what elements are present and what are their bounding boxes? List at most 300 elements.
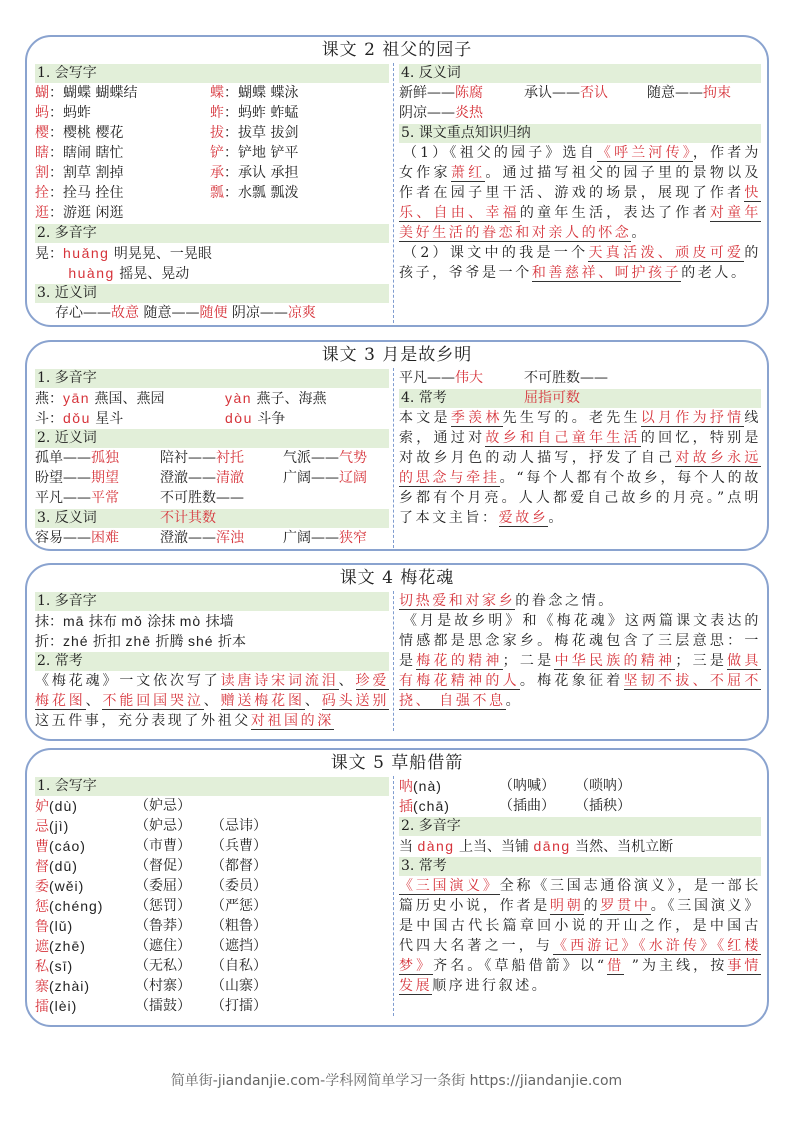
- word-cell: [499, 776, 575, 797]
- text-run: ”为主线，按: [624, 958, 728, 974]
- text-run: ：游逛 闲逛: [49, 205, 124, 221]
- text-run: 折：: [35, 634, 63, 650]
- text-run: 澄澈——: [160, 470, 216, 486]
- text-run: （呐喊）: [499, 778, 555, 794]
- text-run: （无私）: [135, 958, 191, 974]
- key-point: 萧红: [450, 165, 486, 181]
- text-run: ：拴马 拴住: [49, 185, 124, 201]
- highlight-text: 故意: [111, 305, 139, 321]
- key-point: 读唐诗宋词流泪: [220, 673, 339, 689]
- text-run: 斗争: [252, 411, 286, 427]
- text-run: ：蚂蚱 蚱蜢: [224, 105, 299, 121]
- text-run: （打擂）: [211, 998, 267, 1014]
- word-cell: [160, 528, 283, 548]
- text-run: （惩罚）: [135, 898, 191, 914]
- word-cell: [399, 776, 499, 797]
- paragraph: [399, 408, 761, 528]
- highlight-text: 拔: [210, 125, 224, 141]
- text-run: 的孩子，爷爷是一个: [399, 245, 761, 281]
- highlight-text: 瓢: [210, 185, 224, 201]
- left-column: [35, 63, 393, 323]
- key-point: 做具有梅花精神的人: [399, 653, 762, 689]
- highlight-text: 期望: [91, 470, 119, 486]
- word-cell: [283, 468, 389, 488]
- word-cell: [210, 83, 389, 103]
- key-point: 和善慈祥、呵护孩子: [531, 265, 682, 281]
- word-row: [35, 796, 389, 816]
- word-cell: [225, 388, 389, 409]
- word-cell: [160, 468, 283, 488]
- pinyin: mā: [63, 613, 85, 629]
- word-row: [35, 388, 389, 408]
- word-cell: [399, 796, 499, 817]
- highlight-text: 随便: [199, 305, 228, 321]
- word-cell: [283, 528, 389, 548]
- section-header: 5. 课文重点知识归纳: [399, 124, 761, 143]
- text-run: ：拔草 拔剑: [224, 125, 299, 141]
- text-run: 气派——: [283, 450, 339, 466]
- highlight-text: 狭窄: [339, 530, 367, 546]
- pinyin: (zhē): [49, 938, 86, 954]
- highlight-text: 曹: [35, 839, 49, 855]
- word-cell: [35, 448, 160, 468]
- word-cell: [211, 996, 389, 1017]
- word-cell: [211, 816, 389, 837]
- word-cell: [211, 836, 389, 857]
- key-point: 对故乡永远的思念与牵挂: [399, 450, 761, 486]
- text-run: 线索，通过对: [399, 410, 761, 446]
- section-header: 2. 常考: [35, 652, 389, 671]
- text-run: 全称《三国志通俗演义》，是一部长篇历史小说，作者是: [399, 878, 761, 914]
- word-cell: [160, 488, 283, 528]
- text-run: （市曹）: [135, 838, 191, 854]
- key-point: 不能回国哭泣: [102, 693, 204, 709]
- word-row: [35, 936, 389, 956]
- word-row: [35, 143, 389, 163]
- highlight-text: 督: [35, 859, 49, 875]
- pinyin: (zhài): [49, 978, 91, 994]
- word-cell: [575, 796, 761, 817]
- pinyin: (chā): [413, 798, 450, 814]
- section-header: 2. 多音字: [35, 224, 389, 243]
- highlight-text: 瞎: [35, 145, 49, 161]
- text-run: ：蝴蝶 蝶泳: [224, 85, 299, 101]
- text-run: 燕国、燕园: [90, 391, 165, 407]
- text-run: （委员）: [211, 878, 267, 894]
- text-run: 抹墙: [201, 614, 234, 630]
- text-run: ；三是: [675, 653, 728, 669]
- text-run: ：瞎闹 瞎忙: [49, 145, 124, 161]
- text-run: 、: [85, 693, 103, 709]
- section-header: 3. 常考: [399, 857, 761, 876]
- word-cell: [647, 83, 761, 103]
- text-run: 晃：: [35, 246, 63, 262]
- paragraph: [399, 611, 761, 711]
- highlight-text: 樱: [35, 125, 49, 141]
- text-run: ：铲地 铲平: [224, 145, 299, 161]
- highlight-text: 伟大: [455, 370, 483, 386]
- highlight-text: 否认: [580, 85, 608, 101]
- word-cell: [135, 976, 211, 997]
- text-run: （粗鲁）: [211, 918, 267, 934]
- key-point: 借: [606, 958, 625, 974]
- highlight-text: 蝴: [35, 85, 49, 101]
- text-run: 。通过描写祖父的园子里的景物以及作者在园子里干活、游戏的场景，展现了作者: [399, 165, 761, 201]
- text-run: ：蚂蚱: [49, 105, 91, 121]
- highlight-text: 逛: [35, 205, 49, 221]
- highlight-text: 寨: [35, 979, 49, 995]
- word-row: [35, 123, 389, 143]
- word-cell: [135, 876, 211, 897]
- highlight-text: 擂: [35, 999, 49, 1015]
- pinyin: (nà): [413, 778, 442, 794]
- lesson-title: 课文 2 祖父的园子: [321, 40, 473, 60]
- pinyin: (dū): [49, 858, 78, 874]
- text-run: （插曲）: [499, 798, 555, 814]
- key-point: 快乐、自由、幸福: [399, 185, 761, 221]
- text-run: 孤单——: [35, 450, 91, 466]
- text-run: 新鲜——: [399, 85, 455, 101]
- text-run: （都督）: [211, 858, 267, 874]
- text-run: （插秧）: [575, 798, 631, 814]
- word-cell: [35, 796, 135, 817]
- text-run: （兵曹）: [211, 838, 267, 854]
- text-run: 折扣: [88, 634, 126, 650]
- word-cell: [135, 816, 211, 837]
- text-run: 的回忆，特别是对故乡月色的动人描写，抒发了自己: [399, 430, 762, 466]
- footer-watermark: 简单街-jiandanjie.com-学科网简单学习一条街 https://jiandanjie.com: [170, 1073, 623, 1089]
- text-run: 、: [203, 693, 221, 709]
- text-run: ，作者为女作家: [399, 145, 762, 181]
- text-run: 的: [583, 898, 601, 914]
- pinyin: (wěi): [49, 878, 85, 894]
- word-cell: [210, 183, 389, 203]
- key-point: 明朝: [550, 898, 584, 914]
- text-line: [35, 631, 389, 651]
- highlight-text: 浑浊: [216, 530, 244, 546]
- text-run: 《月是故乡明》和《梅花魂》这两篇课文表达的情感都是思念家乡。梅花魂包含了三层意思：一是: [399, 613, 761, 669]
- highlight-text: 承: [210, 165, 224, 181]
- left-column: [35, 776, 393, 1016]
- text-run: 、: [338, 673, 356, 689]
- highlight-text: 不计其数: [160, 510, 216, 526]
- word-cell: [135, 916, 211, 937]
- section-header: 3. 近义词: [35, 284, 389, 303]
- word-cell: [35, 996, 135, 1017]
- text-run: （遮挡）: [211, 938, 267, 954]
- right-column: [393, 368, 761, 548]
- text-run: ：承认 承担: [224, 165, 299, 181]
- word-row: [35, 203, 389, 223]
- highlight-text: 惩: [35, 899, 49, 915]
- text-run: （鲁莽）: [135, 918, 191, 934]
- text-run: 当: [399, 839, 418, 855]
- lesson-title: 课文 3 月是故乡明: [321, 345, 473, 365]
- word-row: [35, 528, 389, 548]
- text-run: （忌讳）: [211, 818, 267, 834]
- word-row: [35, 976, 389, 996]
- pinyin: mò: [179, 613, 202, 629]
- pinyin: mǒ: [121, 613, 143, 629]
- pinyin: dàng: [417, 838, 455, 854]
- text-run: （妒忌）: [135, 818, 191, 834]
- word-cell: [135, 896, 211, 917]
- word-cell: [35, 123, 210, 143]
- highlight-text: 蚂: [35, 105, 49, 121]
- highlight-text: 鲁: [35, 919, 49, 935]
- text-run: 顺序进行叙述。: [432, 978, 549, 994]
- word-cell: [399, 83, 524, 103]
- word-cell: [35, 976, 135, 997]
- word-row: [399, 83, 761, 103]
- text-line: [35, 263, 389, 283]
- word-cell: [35, 896, 135, 917]
- word-cell: [210, 143, 389, 163]
- text-run: 这五件事，充分表现了外祖父: [35, 713, 251, 729]
- pinyin: (dù): [49, 798, 78, 814]
- highlight-text: 插: [399, 799, 413, 815]
- text-run: （督促）: [135, 858, 191, 874]
- key-point: 中华民族的精神: [554, 653, 676, 669]
- word-cell: [35, 408, 225, 429]
- pinyin: dòu: [225, 410, 253, 426]
- text-run: （遮住）: [135, 938, 191, 954]
- text-run: （唢呐）: [575, 778, 631, 794]
- lesson-title: 课文 5 草船借箭: [330, 753, 464, 773]
- section-header: 1. 会写字: [35, 64, 389, 83]
- word-cell: [35, 83, 210, 103]
- word-cell: [210, 103, 389, 123]
- section-header: 2. 近义词: [35, 429, 389, 448]
- text-run: 容易——: [35, 530, 91, 546]
- text-run: 广阔——: [283, 530, 339, 546]
- text-run: 平凡——: [35, 490, 91, 506]
- word-cell: [135, 956, 211, 977]
- key-point: 《三国演义》: [399, 878, 500, 894]
- pinyin: zhé: [63, 633, 89, 649]
- word-cell: [160, 448, 283, 468]
- section-header: 1. 多音字: [35, 592, 389, 611]
- pinyin: yān: [63, 390, 91, 406]
- lesson-columns: [27, 591, 767, 731]
- text-line: [35, 611, 389, 631]
- highlight-text: 蚱: [210, 105, 224, 121]
- key-point: 以月作为抒情: [640, 410, 745, 426]
- text-run: 抹：: [35, 614, 63, 630]
- word-cell: [399, 103, 524, 123]
- word-cell: [211, 876, 389, 897]
- word-row: [399, 776, 761, 796]
- text-run: （擂鼓）: [135, 998, 191, 1014]
- text-run: 的童年生活，表达了作者: [519, 205, 710, 221]
- text-run: 平凡——: [399, 370, 455, 386]
- text-run: ：樱桃 樱花: [49, 125, 124, 141]
- highlight-text: 衬托: [216, 450, 244, 466]
- text-run: 折腾: [151, 634, 188, 650]
- right-column: [393, 63, 761, 323]
- lesson-columns: [27, 776, 767, 1016]
- left-column: [35, 591, 393, 731]
- lesson-card-4: [25, 563, 769, 741]
- section-header: 4. 常考: [399, 389, 761, 408]
- pinyin: (lèi): [49, 998, 78, 1014]
- text-run: 阴凉——: [227, 305, 288, 321]
- word-cell: [35, 388, 225, 409]
- word-cell: [210, 163, 389, 183]
- lesson-columns: [27, 63, 767, 323]
- word-row: [35, 956, 389, 976]
- key-point: 对童年美好生活的眷恋和对亲人的怀念: [399, 205, 761, 241]
- pinyin: shé: [187, 633, 214, 649]
- word-cell: [283, 448, 389, 468]
- key-point: 赠送梅花图: [220, 693, 305, 709]
- key-point: 珍爱梅花图: [35, 673, 390, 709]
- highlight-text: 拘束: [703, 85, 731, 101]
- text-run: 的老人。: [681, 265, 748, 281]
- text-run: 的眷念之情。: [515, 593, 615, 609]
- word-cell: [35, 836, 135, 857]
- text-run: （自私）: [211, 958, 267, 974]
- key-point: 梅花的精神: [416, 653, 503, 669]
- text-run: 澄澈——: [160, 530, 216, 546]
- pinyin: (sī): [49, 958, 74, 974]
- paragraph: [35, 671, 389, 731]
- word-cell: [35, 143, 210, 163]
- word-cell: [35, 956, 135, 977]
- word-row: [35, 83, 389, 103]
- text-run: 存心——: [55, 305, 111, 321]
- text-line: [35, 303, 389, 323]
- word-cell: [135, 996, 211, 1017]
- word-cell: [135, 796, 211, 817]
- highlight-text: 平常: [91, 490, 119, 506]
- text-run: 当然、当机立断: [570, 839, 674, 855]
- text-run: 盼望——: [35, 470, 91, 486]
- word-row: [399, 796, 761, 816]
- word-cell: [135, 836, 211, 857]
- word-cell: [35, 528, 160, 548]
- text-run: 先生写的。老先生: [502, 410, 641, 426]
- word-row: [35, 163, 389, 183]
- highlight-text: 拴: [35, 185, 49, 201]
- paragraph: [399, 876, 761, 996]
- text-run: 燕：: [35, 391, 63, 407]
- paragraph: [399, 591, 761, 611]
- highlight-text: 辽阔: [339, 470, 367, 486]
- section-header: 1. 多音字: [35, 369, 389, 388]
- text-run: 。: [631, 225, 649, 241]
- text-run: 星斗: [90, 411, 124, 427]
- word-cell: [35, 876, 135, 897]
- lesson-card-5: [25, 748, 769, 1027]
- text-run: 陪衬——: [160, 450, 216, 466]
- word-cell: [35, 163, 210, 183]
- text-run: 抹布: [84, 614, 122, 630]
- word-cell: [35, 816, 135, 837]
- paragraph: [399, 243, 761, 283]
- highlight-text: 屈指可数: [524, 390, 580, 406]
- word-cell: [35, 103, 210, 123]
- text-run: 阴凉——: [399, 105, 455, 121]
- highlight-text: 陈腐: [455, 85, 483, 101]
- text-run: ：蝴蝶 蝴蝶结: [49, 85, 138, 101]
- highlight-text: 气势: [339, 450, 367, 466]
- key-point: 对祖国的深: [250, 713, 334, 729]
- text-run: 随意——: [647, 85, 703, 101]
- lesson-card-2: [25, 35, 769, 327]
- word-cell: [575, 776, 761, 797]
- word-cell: [135, 856, 211, 877]
- text-run: （1）《祖父的园子》选自: [403, 145, 597, 161]
- word-cell: [211, 896, 389, 917]
- lesson-columns: [27, 368, 767, 548]
- key-point: 故乡和自己童年生活: [485, 430, 641, 446]
- text-run: 燕子、海燕: [252, 391, 327, 407]
- pinyin: yàn: [225, 390, 253, 406]
- pinyin: zhē: [125, 633, 152, 649]
- text-run: ；二是: [502, 653, 555, 669]
- pinyin: huǎng: [63, 245, 110, 261]
- text-run: 斗：: [35, 411, 63, 427]
- word-cell: [35, 936, 135, 957]
- highlight-text: 蝶: [210, 85, 224, 101]
- text-run: 摇晃、晃动: [114, 266, 190, 282]
- text-run: （2）课文中的我是一个: [403, 245, 589, 261]
- word-cell: [524, 83, 647, 103]
- word-row: [35, 103, 389, 123]
- key-point: 码头送别: [321, 693, 389, 709]
- highlight-text: 割: [35, 165, 49, 181]
- word-cell: [225, 408, 389, 429]
- text-run: [55, 266, 68, 282]
- word-row: [399, 103, 761, 123]
- lesson-title: 课文 4 梅花魂: [339, 568, 455, 588]
- text-run: 《梅花魂》一文依次写了: [35, 673, 221, 689]
- highlight-text: 炎热: [455, 105, 483, 121]
- text-run: 明晃晃、一晃眼: [109, 246, 212, 262]
- key-point: 天真活泼、顽皮可爱: [588, 245, 745, 261]
- word-cell: [211, 936, 389, 957]
- text-run: ：水瓢 瓢泼: [224, 185, 299, 201]
- section-header: 3. 反义词: [35, 509, 389, 528]
- word-cell: [499, 796, 575, 817]
- word-cell: [35, 916, 135, 937]
- text-run: 齐名。《草船借箭》以“: [433, 958, 607, 974]
- key-point: 罗贯中: [600, 898, 651, 914]
- key-point: 爱故乡: [498, 510, 549, 526]
- key-point: 《西游记》《水浒传》《红楼梦》: [399, 938, 761, 974]
- text-run: 。: [505, 693, 523, 709]
- text-run: （山寨）: [211, 978, 267, 994]
- section-header: 1. 会写字: [35, 777, 389, 796]
- word-cell: [211, 956, 389, 977]
- pinyin: dǒu: [63, 410, 91, 426]
- section-header: 4. 反义词: [399, 64, 761, 83]
- word-row: [35, 876, 389, 896]
- word-cell: [135, 936, 211, 957]
- highlight-text: 铲: [210, 145, 224, 161]
- highlight-text: 私: [35, 959, 49, 975]
- word-row: [35, 996, 389, 1016]
- word-row: [35, 408, 389, 428]
- word-cell: [211, 856, 389, 877]
- lesson-card-3: [25, 340, 769, 551]
- pinyin: (jì): [49, 818, 70, 834]
- word-cell: [524, 368, 647, 408]
- highlight-text: 委: [35, 879, 49, 895]
- word-row: [35, 448, 389, 468]
- text-run: 随意——: [139, 305, 200, 321]
